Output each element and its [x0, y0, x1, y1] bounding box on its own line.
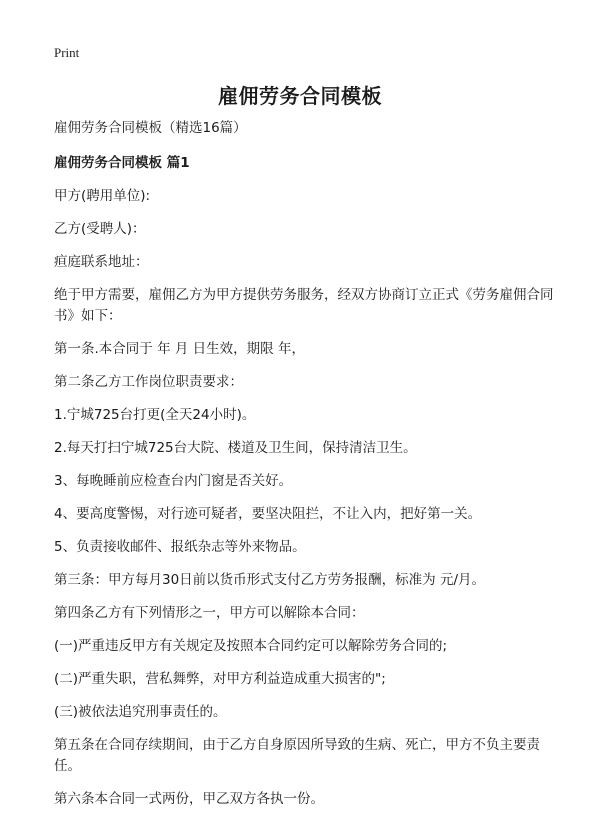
party-a-line: 甲方(聘用单位): — [54, 188, 151, 204]
section-heading: 雇佣劳务合同模板 篇1 — [54, 155, 190, 171]
document-body — [54, 118, 554, 822]
article-5: 第五条在合同存续期间，由于乙方自身原因所导致的生病、死亡，甲方不负主要责任。 — [54, 737, 540, 774]
article-3: 第三条：甲方每月30日前以货币形式支付乙方劳务报酬，标准为 元/月。 — [54, 572, 486, 588]
preamble-paragraph: 绝于甲方需要，雇佣乙方为甲方提供劳务服务，经双方协商订立正式《劳务雇佣合同书》如下： — [54, 287, 554, 324]
termination-clause-2: (二)严重失职，营私舞弊，对甲方利益造成重大损害的"; — [54, 671, 386, 687]
termination-clause-1: (一)严重违反甲方有关规定及按照本合同约定可以解除劳务合同的; — [54, 638, 448, 654]
termination-clause-3: (三)被依法追究刑事责任的。 — [54, 704, 227, 720]
duty-item-3: 3、每晚睡前应检查台内门窗是否关好。 — [54, 473, 293, 489]
article-6: 第六条本合同一式两份，甲乙双方各执一份。 — [54, 791, 324, 807]
document-title: 雇佣劳务合同模板 — [218, 84, 382, 108]
article-2: 第二条乙方工作岗位职责要求： — [54, 374, 243, 390]
document-subtitle: 雇佣劳务合同模板（精选16篇） — [54, 120, 247, 136]
address-line: 疸庭联系地址： — [54, 254, 149, 270]
article-1: 第一条.本合同于 年 月 日生效，期限 年， — [54, 341, 305, 357]
duty-item-5: 5、负责接收邮件、报纸杂志等外来物品。 — [54, 539, 306, 555]
article-4: 第四条乙方有下列情形之一，甲方可以解除本合同： — [54, 605, 365, 621]
print-link[interactable]: Print — [54, 45, 80, 60]
duty-item-2: 2.每天打扫宁城725台大院、楼道及卫生间，保持清洁卫生。 — [54, 440, 417, 456]
duty-item-4: 4、要高度警惕，对行迹可疑者，要坚决阻拦，不让入内，把好第一关。 — [54, 506, 482, 522]
party-b-line: 乙方(受聘人)： — [54, 221, 146, 237]
duty-item-1: 1.宁城725台打更(全天24小时)。 — [54, 407, 256, 423]
